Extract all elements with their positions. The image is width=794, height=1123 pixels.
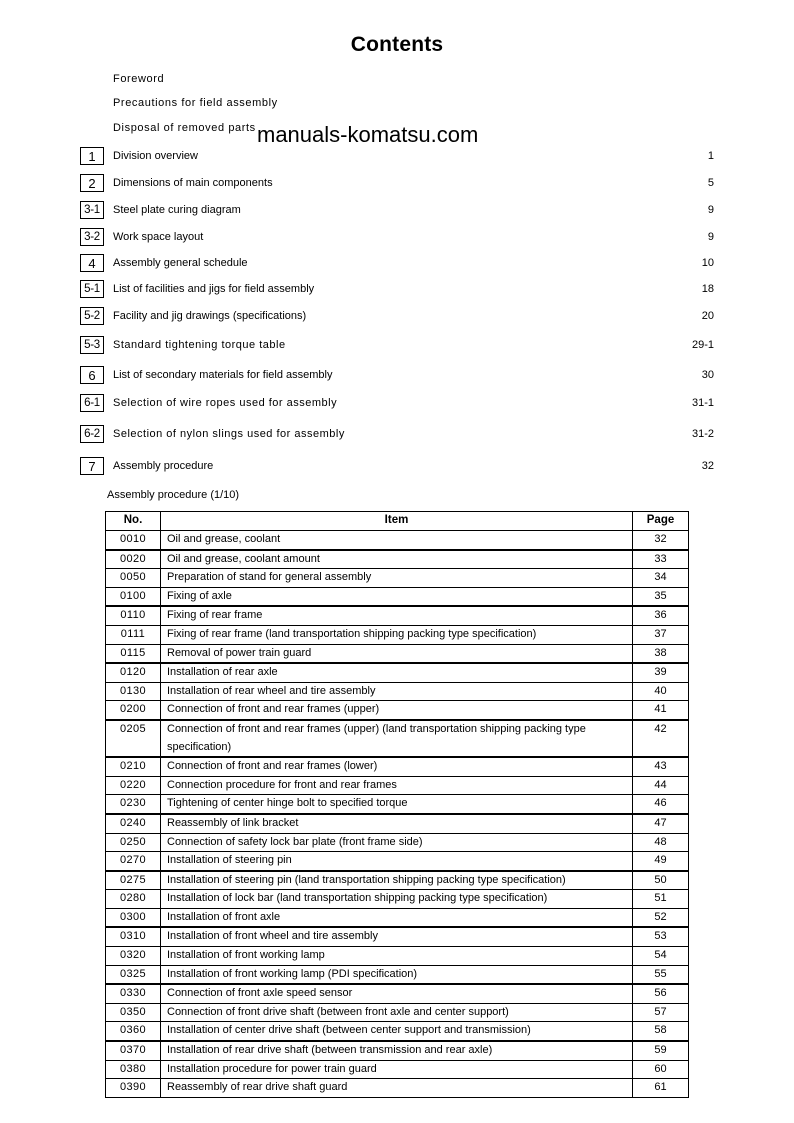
toc-entry-page: 29-1 — [691, 339, 714, 351]
procedure-number: 0120 — [106, 663, 161, 682]
procedure-page: 54 — [633, 947, 689, 966]
section-number-box: 3-1 — [80, 201, 104, 219]
procedure-number: 0111 — [106, 625, 161, 644]
table-row[interactable] — [106, 625, 689, 644]
procedure-item: Installation of steering pin — [161, 852, 633, 871]
procedure-item: Installation of rear drive shaft (between transmission and rear axle) — [161, 1041, 633, 1060]
procedure-item: Fixing of rear frame — [161, 606, 633, 625]
toc-entry-label: Steel plate curing diagram — [113, 203, 684, 217]
table-row[interactable] — [106, 871, 689, 890]
toc-entry-page: 9 — [707, 204, 714, 216]
procedure-page: 57 — [633, 1003, 689, 1022]
toc-entry-label: Standard tightening torque table — [113, 338, 684, 352]
toc-entry[interactable] — [80, 336, 720, 356]
table-row[interactable] — [106, 1079, 689, 1098]
toc-entry[interactable] — [80, 394, 720, 414]
procedure-page: 37 — [633, 625, 689, 644]
section-number-box: 3-2 — [80, 228, 104, 246]
toc-entry-label: Division overview — [113, 149, 684, 163]
toc-entry-label: Work space layout — [113, 230, 684, 244]
toc-entry-label: List of secondary materials for field assembly — [113, 368, 684, 382]
procedure-page: 52 — [633, 908, 689, 927]
table-row[interactable] — [106, 965, 689, 984]
procedure-item: Installation procedure for power train guard — [161, 1060, 633, 1079]
procedure-number: 0240 — [106, 814, 161, 833]
procedure-number: 0370 — [106, 1041, 161, 1060]
procedure-number: 0320 — [106, 947, 161, 966]
table-row[interactable] — [106, 550, 689, 569]
toc-entry-label: Assembly procedure — [113, 459, 684, 473]
procedure-number: 0350 — [106, 1003, 161, 1022]
table-row[interactable] — [106, 1022, 689, 1041]
procedure-number: 0115 — [106, 644, 161, 663]
procedure-item: Fixing of rear frame (land transportation shipping packing type specification) — [161, 625, 633, 644]
procedure-item: Oil and grease, coolant — [161, 531, 633, 550]
table-row[interactable] — [106, 776, 689, 795]
procedure-page: 59 — [633, 1041, 689, 1060]
procedure-number: 0220 — [106, 776, 161, 795]
procedure-number: 0100 — [106, 587, 161, 606]
procedure-number: 0200 — [106, 701, 161, 720]
table-row[interactable] — [106, 984, 689, 1003]
section-number-box: 6 — [80, 366, 104, 384]
toc-entry-page: 10 — [701, 257, 714, 269]
procedure-page: 36 — [633, 606, 689, 625]
procedure-page: 44 — [633, 776, 689, 795]
table-row[interactable] — [106, 908, 689, 927]
toc-entry[interactable] — [80, 280, 720, 300]
toc-entry[interactable] — [80, 174, 720, 194]
table-row[interactable] — [106, 663, 689, 682]
procedure-item: Connection procedure for front and rear frames — [161, 776, 633, 795]
watermark: manuals-komatsu.com — [257, 122, 479, 147]
table-caption: Assembly procedure (1/10) — [107, 489, 240, 501]
procedure-number: 0310 — [106, 927, 161, 946]
procedure-number: 0270 — [106, 852, 161, 871]
procedure-page: 35 — [633, 587, 689, 606]
procedure-number: 0390 — [106, 1079, 161, 1098]
procedure-number: 0020 — [106, 550, 161, 569]
table-row[interactable] — [106, 1060, 689, 1079]
toc-entry[interactable] — [80, 147, 720, 167]
toc-entry[interactable] — [80, 307, 720, 327]
procedure-number: 0360 — [106, 1022, 161, 1041]
table-row[interactable] — [106, 531, 689, 550]
table-row[interactable] — [106, 927, 689, 946]
toc-entry-page: 9 — [707, 231, 714, 243]
procedure-number: 0230 — [106, 795, 161, 814]
toc-entry[interactable] — [80, 425, 720, 445]
procedure-item: Installation of front wheel and tire assembly — [161, 927, 633, 946]
procedure-item: Connection of safety lock bar plate (front frame side) — [161, 833, 633, 852]
procedure-number: 0380 — [106, 1060, 161, 1079]
section-number-box: 5-2 — [80, 307, 104, 325]
procedure-item: Installation of center drive shaft (between center support and transmission) — [161, 1022, 633, 1041]
toc-entry-label: Facility and jig drawings (specifications) — [113, 309, 684, 323]
table-row[interactable] — [106, 757, 689, 776]
section-number-box: 5-1 — [80, 280, 104, 298]
table-row[interactable] — [106, 587, 689, 606]
toc-entry-page: 32 — [701, 460, 714, 472]
section-number-box: 2 — [80, 174, 104, 192]
procedure-number: 0130 — [106, 682, 161, 701]
assembly-procedure-table — [105, 511, 689, 1098]
procedure-page: 40 — [633, 682, 689, 701]
procedure-number: 0330 — [106, 984, 161, 1003]
toc-entry-page: 31-2 — [691, 428, 714, 440]
procedure-page: 34 — [633, 569, 689, 588]
procedure-number: 0205 — [106, 720, 161, 757]
procedure-page: 49 — [633, 852, 689, 871]
procedure-item: Installation of front working lamp — [161, 947, 633, 966]
table-row[interactable] — [106, 701, 689, 720]
procedure-item: Reassembly of rear drive shaft guard — [161, 1079, 633, 1098]
table-row[interactable] — [106, 795, 689, 814]
procedure-item: Installation of steering pin (land transportation shipping packing type specification) — [161, 871, 633, 890]
procedure-page: 53 — [633, 927, 689, 946]
procedure-item: Oil and grease, coolant amount — [161, 550, 633, 569]
table-row[interactable] — [106, 947, 689, 966]
page-title: Contents — [350, 33, 444, 56]
toc-entry-page: 5 — [707, 177, 714, 189]
procedure-item: Connection of front axle speed sensor — [161, 984, 633, 1003]
procedure-number: 0210 — [106, 757, 161, 776]
procedure-page: 56 — [633, 984, 689, 1003]
table-header-row — [106, 512, 689, 531]
toc-entry-label: List of facilities and jigs for field assembly — [113, 282, 684, 296]
table-row[interactable] — [106, 644, 689, 663]
section-number-box: 1 — [80, 147, 104, 165]
procedure-item: Removal of power train guard — [161, 644, 633, 663]
procedure-item: Reassembly of link bracket — [161, 814, 633, 833]
procedure-number: 0250 — [106, 833, 161, 852]
table-row[interactable] — [106, 833, 689, 852]
toc-entry-page: 20 — [701, 310, 714, 322]
table-row[interactable] — [106, 1003, 689, 1022]
section-number-box: 6-1 — [80, 394, 104, 412]
procedure-page: 38 — [633, 644, 689, 663]
procedure-item: Connection of front and rear frames (upper) (land transportation shipping packing type specification) — [161, 720, 633, 757]
procedure-item: Tightening of center hinge bolt to specified torque — [161, 795, 633, 814]
procedure-number: 0050 — [106, 569, 161, 588]
table-row[interactable] — [106, 814, 689, 833]
section-number-box: 5-3 — [80, 336, 104, 354]
table-row[interactable] — [106, 720, 689, 757]
procedure-item: Installation of rear axle — [161, 663, 633, 682]
column-header-item: Item — [161, 512, 633, 531]
procedure-number: 0325 — [106, 965, 161, 984]
procedure-item: Installation of lock bar (land transportation shipping packing type specification) — [161, 890, 633, 909]
procedure-page: 47 — [633, 814, 689, 833]
procedure-page: 55 — [633, 965, 689, 984]
table-row[interactable] — [106, 682, 689, 701]
toc-entry-label: Selection of nylon slings used for assembly — [113, 427, 684, 441]
table-row[interactable] — [106, 1041, 689, 1060]
toc-entry[interactable] — [80, 457, 720, 477]
procedure-number: 0110 — [106, 606, 161, 625]
table-row[interactable] — [106, 569, 689, 588]
section-number-box: 4 — [80, 254, 104, 272]
table-row[interactable] — [106, 852, 689, 871]
procedure-number: 0300 — [106, 908, 161, 927]
toc-entry[interactable] — [80, 366, 720, 386]
procedure-page: 42 — [633, 720, 689, 757]
procedure-number: 0280 — [106, 890, 161, 909]
procedure-item: Installation of front working lamp (PDI specification) — [161, 965, 633, 984]
toc-entry[interactable] — [80, 254, 720, 274]
procedure-page: 58 — [633, 1022, 689, 1041]
procedure-page: 39 — [633, 663, 689, 682]
procedure-page: 41 — [633, 701, 689, 720]
procedure-page: 50 — [633, 871, 689, 890]
procedure-page: 46 — [633, 795, 689, 814]
procedure-item: Installation of front axle — [161, 908, 633, 927]
procedure-item: Connection of front and rear frames (lower) — [161, 757, 633, 776]
procedure-page: 48 — [633, 833, 689, 852]
column-header-page: Page — [633, 512, 689, 531]
procedure-page: 51 — [633, 890, 689, 909]
procedure-page: 43 — [633, 757, 689, 776]
procedure-item: Connection of front and rear frames (upper) — [161, 701, 633, 720]
procedure-page: 61 — [633, 1079, 689, 1098]
procedure-page: 33 — [633, 550, 689, 569]
section-number-box: 7 — [80, 457, 104, 475]
toc-entry[interactable] — [80, 201, 720, 221]
table-row[interactable] — [106, 890, 689, 909]
section-number-box: 6-2 — [80, 425, 104, 443]
toc-entry-page: 1 — [707, 150, 714, 162]
toc-entry-label: Dimensions of main components — [113, 176, 684, 190]
procedure-item: Fixing of axle — [161, 587, 633, 606]
procedure-item: Installation of rear wheel and tire assembly — [161, 682, 633, 701]
procedure-item: Connection of front drive shaft (between front axle and center support) — [161, 1003, 633, 1022]
toc-entry[interactable] — [80, 228, 720, 248]
front-matter-disposal[interactable]: Disposal of removed parts — [113, 122, 256, 134]
procedure-number: 0010 — [106, 531, 161, 550]
toc-entry-page: 30 — [701, 369, 714, 381]
toc-entry-label: Selection of wire ropes used for assembly — [113, 396, 684, 410]
toc-entry-page: 31-1 — [691, 397, 714, 409]
column-header-no: No. — [106, 512, 161, 531]
front-matter-precautions[interactable]: Precautions for field assembly — [113, 97, 278, 109]
procedure-page: 60 — [633, 1060, 689, 1079]
front-matter-foreword[interactable]: Foreword — [113, 73, 165, 85]
procedure-page: 32 — [633, 531, 689, 550]
procedure-number: 0275 — [106, 871, 161, 890]
procedure-item: Preparation of stand for general assembly — [161, 569, 633, 588]
toc-entry-page: 18 — [701, 283, 714, 295]
table-row[interactable] — [106, 606, 689, 625]
toc-entry-label: Assembly general schedule — [113, 256, 684, 270]
